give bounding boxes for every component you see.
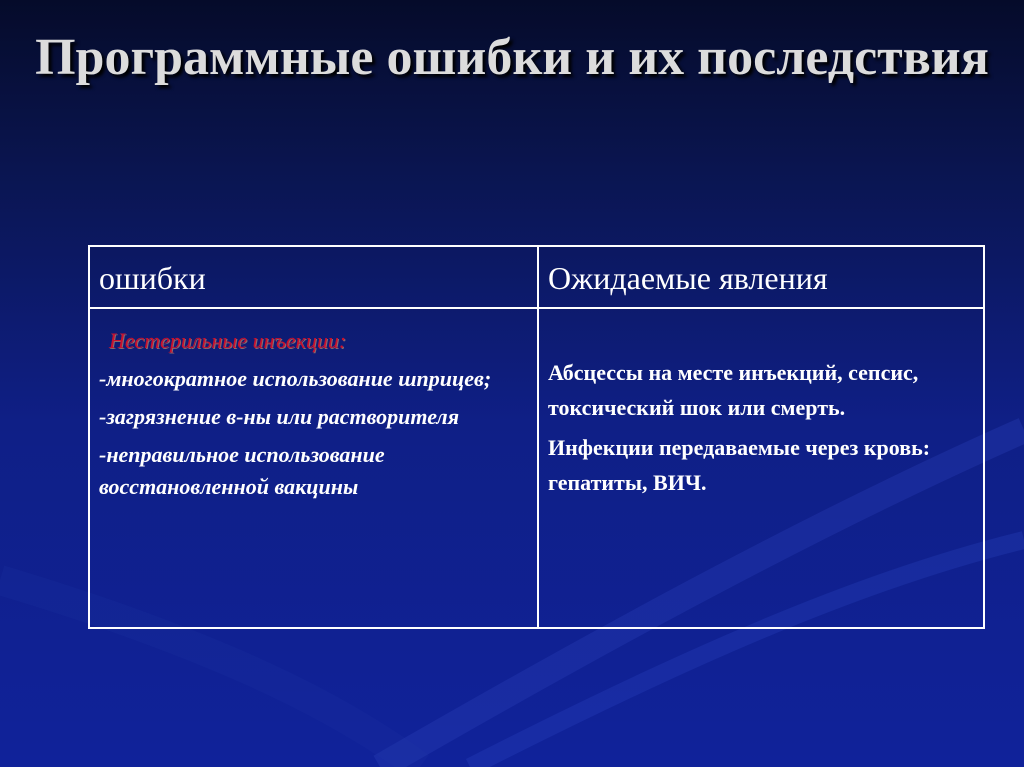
table-column-divider	[537, 247, 539, 627]
effects-cell	[548, 355, 958, 505]
table-header-divider	[90, 307, 983, 309]
slide-title: Программные ошибки и их последствия	[35, 29, 989, 86]
header-expected-effects: Ожидаемые явления	[548, 260, 828, 296]
errors-table	[88, 245, 985, 629]
error-item: -многократное использование шприцев;	[99, 366, 492, 391]
header-errors: ошибки	[99, 260, 206, 296]
error-item: -неправильное использование восстановленной вакцины	[99, 442, 385, 499]
errors-cell	[99, 325, 519, 509]
effect-paragraph: Абсцессы на месте инъекций, сепсис, токсический шок или смерть.	[548, 360, 919, 420]
error-item: -загрязнение в-ны или растворителя	[99, 404, 460, 429]
errors-subheading: Нестерильные инъекции:	[109, 328, 347, 353]
effect-paragraph: Инфекции передаваемые через кровь: гепатиты, ВИЧ.	[548, 435, 931, 495]
